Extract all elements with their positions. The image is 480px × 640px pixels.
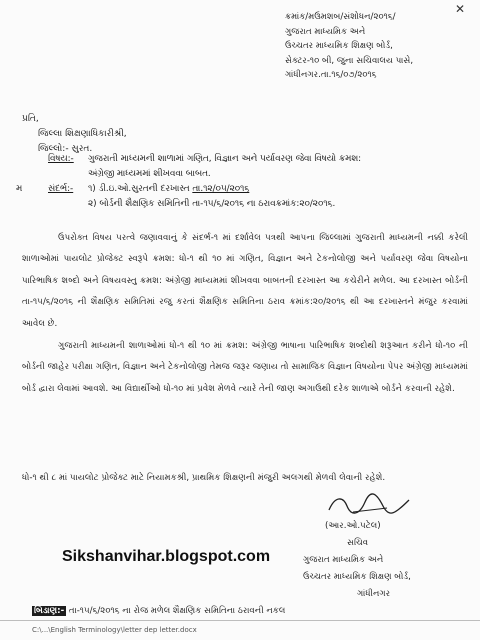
letter-date: ગાંધીનગર.તા.૧૬/૦૭/૨૦૧૬ (285, 70, 377, 81)
reference-2: ૨) બોર્ડની શૈક્ષણિક સમિતિની તા-૧૫/૬/૨૦૧૬ ના ઠરાવક્રમાંક:૨૦/૨૦૧૬. (88, 199, 336, 209)
signatory-office-1: ગુજરાત માધ્યમિક અને (303, 555, 384, 565)
blog-watermark: Sikshanvihar.blogspot.com (62, 548, 271, 565)
board-name-line1: ગુજરાત માધ્યમિક અને (285, 26, 366, 37)
enclosure-text: તા-૧૫/૬/૨૦૧૬ ના રોજ મળેલ શૈક્ષણિક સમિતિના ઠરાવની નકલ (68, 606, 286, 616)
close-icon: ✕ (455, 2, 466, 16)
board-name-line2: ઉચ્ચતર માધ્યમિક શિક્ષણ બોર્ડ, (285, 41, 393, 52)
recipient-line1: જિલ્લા શિક્ષણાધિકારીશ્રી, (38, 129, 127, 139)
enclosure-line (32, 606, 285, 616)
reference-1-date: તા.૧૨/૦૫/૨૦૧૬ (192, 184, 250, 194)
subject-text-2: અંગ્રેજી માધ્યમમાં શીખવવા બાબત. (88, 169, 211, 179)
recipient-line2: જિલ્લો:- સુરત. (38, 144, 93, 154)
signature-block (295, 492, 475, 603)
body-paragraph-2: ગુજરાતી માધ્યમની શાળાઓમાં ધો-૧ થી ૧૦ માં ક્રમશ: અંગ્રેજી ભાષાના પારિભાષિક શબ્દોથી શરૂઆત કરીને ધો-૧૦ ની બોર્ડની જાહેર પરીક્ષા ગણિત, વિજ્ઞાન અને ટેકનોલોજી તેમજ જરૂર જણાય તો સામાજિક વિજ્ઞાન વિષયોના પેપર અંગ્રેજી માધ્યમમાં બોર્ડ દ્વારા લેવામાં આવશે. આ વિદ્યાર્થીઓ ધો-૧૦ માં પ્રવેશ મેળવે ત્યારે તેની જાણ અગાઉથી દરેક શાળાએ બોર્ડને કરવાની રહેશે. (22, 341, 468, 394)
file-path: C:\...\English Terminology\letter dep letter.docx (32, 626, 197, 634)
signatory-city: ગાંધીનગર (357, 589, 391, 599)
signatory-title: સચિવ (347, 538, 369, 548)
recipient-prati: પ્રતિ, (22, 114, 39, 124)
signature-image (325, 492, 415, 518)
enclosure-label: બિડાણ:- (34, 606, 65, 616)
letter-header (285, 10, 475, 83)
subject-text-1: ગુજરાતી માધ્યમની શાળામાં ગણિત, વિજ્ઞાન અને પર્યાવરણ જેવા વિષયો ક્રમશ: (88, 154, 362, 164)
reference-label: સંદર્ભ:- (48, 184, 74, 194)
recipient-block (22, 112, 127, 157)
signatory-name: (આર.ઓ.પટેલ) (325, 521, 381, 531)
body-paragraph-1: ઉપરોક્ત વિષય પરત્વે જણાવવાનું કે સંદર્ભ-૧ માં દર્શાવેલ પત્રથી આપના જિલ્લામાં ગુજરાતી માધ્યમની નક્કી કરેલી શાળાઓમાં પાયલોટ પ્રોજેક્ટ સ્વરૂપે ક્રમશ: ધો-૧ થી ૧૦ માં ગણિત, વિજ્ઞાન અને ટેકનોલોજી અને પર્યાવરણ જેવા વિષયોના પારિભાષિક શબ્દો અને વિષયવસ્તુ ક્રમશ: અંગ્રેજી માધ્યમમાં શીખવવા બાબતની દરખાસ્ત આ કચેરીને મળેલ. આ દરખાસ્ત બોર્ડની તા-૧૫/૬/૨૦૧૬ ની શૈક્ષણિક સમિતિમાં રજુ કરતાં શૈક્ષણિક સમિતિના ઠરાવ ક્રમાંક:૨૦/૨૦૧૬ થી આ દરખાસ્તને મંજુર કરવામાં આવેલ છે. (22, 233, 468, 329)
margin-mark: મ (16, 184, 23, 194)
subject-block (48, 152, 468, 212)
board-address: સેક્ટર-૧૦ બી, જુના સચિવાલય પાસે, (285, 55, 414, 66)
body-paragraph-3: ધો-૧ થી ૮ માં પાયલોટ પ્રોજેક્ટ માટે નિયામકશ્રી, પ્રાથમિક શિક્ષણની મંજુરી અલગથી મેળવી લેવાની રહેશે. (22, 473, 386, 483)
reference-1: ૧) ડી.ઇ.ઓ.સુરતની દરખાસ્ત (88, 184, 190, 194)
subject-label: વિષય:- (48, 154, 74, 164)
signatory-office-2: ઉચ્ચતર માધ્યમિક શિક્ષણ બોર્ડ, (303, 572, 411, 582)
footer-divider (0, 620, 480, 621)
reference-number: ક્રમાંક/મઉમશબ/સંશોધન/૨૦૧૬/ (285, 12, 396, 22)
